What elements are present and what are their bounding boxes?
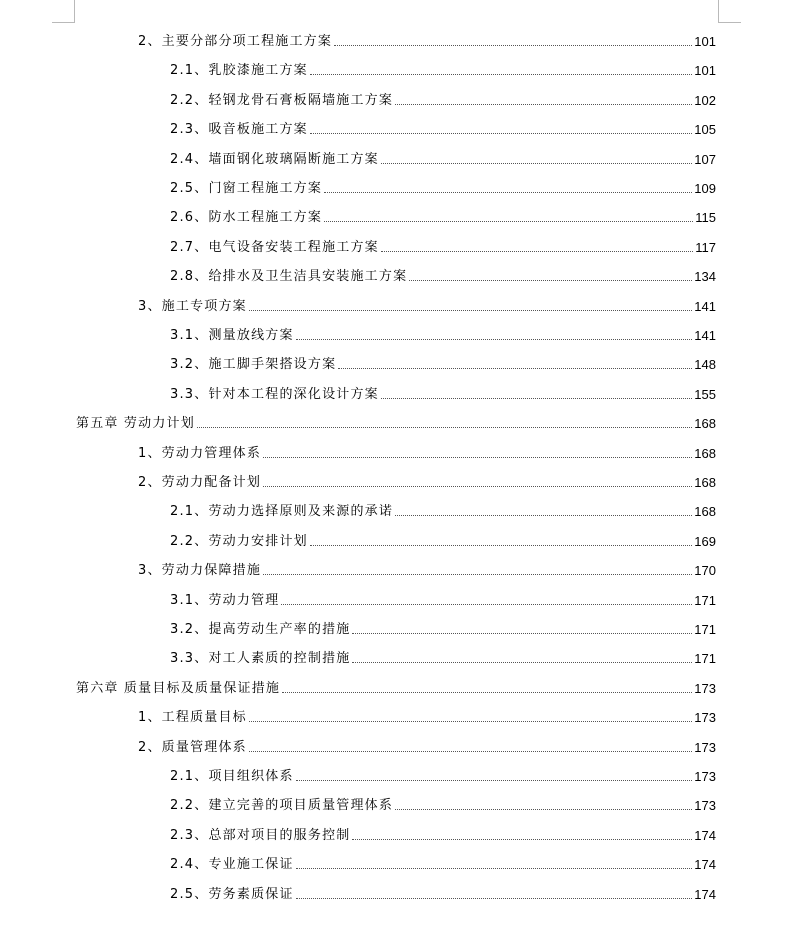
toc-entry[interactable] [138, 557, 716, 579]
toc-dot-leader [310, 545, 692, 546]
toc-entry-title: 2、主要分部分项工程施工方案 [138, 34, 333, 49]
toc-dot-leader [395, 809, 692, 810]
toc-entry[interactable] [170, 645, 716, 667]
toc-entry-page-number: 173 [694, 710, 716, 726]
toc-dot-leader [395, 104, 692, 105]
toc-dot-leader [296, 898, 693, 899]
toc-dot-leader [296, 780, 693, 781]
toc-entry[interactable] [170, 381, 716, 403]
toc-dot-leader [352, 662, 692, 663]
toc-entry-title: 2.3、吸音板施工方案 [170, 122, 308, 138]
toc-entry-page-number: 173 [694, 769, 716, 784]
toc-dot-leader [249, 310, 692, 311]
toc-dot-leader [381, 398, 692, 399]
toc-entry-page-number: 171 [694, 592, 716, 608]
toc-dot-leader [409, 280, 692, 281]
toc-entry-page-number: 168 [694, 504, 716, 520]
toc-entry-page-number: 173 [694, 798, 716, 814]
toc-entry[interactable] [170, 528, 716, 550]
toc-entry-title: 2.2、劳动力安排计划 [170, 533, 308, 549]
toc-dot-leader [249, 751, 692, 752]
toc-entry-title: 2.4、墙面钢化玻璃隔断施工方案 [170, 151, 379, 167]
toc-entry-title: 3.1、劳动力管理 [170, 592, 280, 608]
toc-entry[interactable] [138, 293, 716, 315]
toc-entry-title: 3.2、施工脚手架搭设方案 [170, 357, 337, 373]
toc-entry[interactable] [76, 675, 716, 697]
toc-entry-title: 2.1、乳胶漆施工方案 [170, 63, 308, 79]
crop-mark-top-right [718, 0, 741, 23]
toc-dot-leader [263, 574, 692, 575]
toc-entry-page-number: 168 [694, 475, 716, 490]
toc-entry[interactable] [170, 263, 716, 285]
toc-dot-leader [296, 339, 693, 340]
toc-entry-page-number: 171 [694, 622, 716, 637]
toc-entry-title: 2.2、建立完善的项目质量管理体系 [170, 798, 394, 814]
toc-entry[interactable] [170, 498, 716, 520]
toc-entry[interactable] [138, 28, 716, 50]
toc-entry[interactable] [170, 792, 716, 814]
toc-entry-title: 2、劳动力配备计划 [138, 475, 262, 490]
toc-entry-page-number: 173 [694, 680, 716, 696]
toc-entry-page-number: 174 [694, 857, 716, 873]
toc-dot-leader [281, 604, 692, 605]
toc-entry-title: 2.2、轻钢龙骨石膏板隔墙施工方案 [170, 92, 394, 108]
toc-dot-leader [296, 868, 693, 869]
toc-entry-title: 2.7、电气设备安装工程施工方案 [170, 239, 379, 255]
toc-entry-page-number: 115 [695, 210, 716, 226]
toc-entry-title: 2、质量管理体系 [138, 739, 247, 755]
toc-dot-leader [310, 133, 692, 134]
toc-dot-leader [324, 192, 692, 193]
toc-dot-leader [381, 251, 693, 252]
toc-entry-page-number: 101 [694, 34, 716, 49]
toc-entry[interactable] [170, 881, 716, 903]
toc-dot-leader [263, 457, 692, 458]
toc-entry-page-number: 174 [694, 827, 716, 843]
toc-entry[interactable] [170, 87, 716, 109]
toc-entry-title: 3.2、提高劳动生产率的措施 [170, 622, 351, 637]
toc-entry-title: 2.5、门窗工程施工方案 [170, 181, 323, 196]
toc-entry-page-number: 107 [694, 151, 716, 167]
toc-entry[interactable] [76, 410, 716, 432]
toc-entry-page-number: 134 [694, 269, 716, 285]
toc-entry-title: 2.8、给排水及卫生洁具安装施工方案 [170, 269, 408, 285]
toc-entry[interactable] [170, 587, 716, 609]
toc-entry[interactable] [170, 616, 716, 638]
toc-entry-page-number: 105 [694, 122, 716, 138]
toc-dot-leader [197, 427, 692, 428]
toc-dot-leader [324, 221, 693, 222]
toc-entry[interactable] [170, 146, 716, 168]
toc-entry-title: 1、劳动力管理体系 [138, 445, 262, 461]
toc-entry[interactable] [170, 57, 716, 79]
toc-entry[interactable] [170, 204, 716, 226]
toc-entry-page-number: 148 [694, 357, 716, 373]
toc-entry-title: 2.5、劳务素质保证 [170, 886, 294, 902]
crop-mark-top-left [52, 0, 75, 23]
toc-entry[interactable] [138, 440, 716, 462]
toc-dot-leader [395, 515, 692, 516]
toc-entry-page-number: 174 [694, 886, 716, 902]
toc-entry-page-number: 155 [694, 386, 716, 402]
toc-entry-page-number: 169 [694, 533, 716, 549]
toc-entry-page-number: 168 [694, 445, 716, 461]
toc-entry[interactable] [170, 763, 716, 785]
toc-entry-page-number: 101 [694, 63, 716, 79]
toc-entry-page-number: 109 [694, 181, 716, 196]
toc-entry-title: 2.1、项目组织体系 [170, 769, 294, 784]
toc-entry-title: 2.3、总部对项目的服务控制 [170, 827, 351, 843]
toc-dot-leader [352, 633, 692, 634]
toc-dot-leader [249, 721, 692, 722]
toc-entry[interactable] [170, 851, 716, 873]
toc-dot-leader [352, 839, 692, 840]
toc-dot-leader [282, 692, 692, 693]
toc-entry-title: 2.1、劳动力选择原则及来源的承诺 [170, 504, 394, 520]
toc-dot-leader [338, 368, 692, 369]
toc-entry[interactable] [170, 234, 716, 256]
toc-entry-page-number: 141 [694, 298, 716, 314]
toc-entry-title: 2.4、专业施工保证 [170, 857, 294, 873]
toc-entry-page-number: 168 [694, 416, 716, 432]
toc-entry-page-number: 173 [694, 739, 716, 755]
toc-entry-page-number: 141 [694, 328, 716, 343]
toc-entry[interactable] [138, 704, 716, 726]
toc-entry-title: 3、施工专项方案 [138, 298, 247, 314]
toc-entry-page-number: 102 [694, 92, 716, 108]
toc-entry[interactable] [170, 116, 716, 138]
toc-entry-page-number: 170 [694, 563, 716, 579]
toc-entry-page-number: 171 [694, 651, 716, 667]
toc-entry-title: 3.1、测量放线方案 [170, 328, 294, 343]
toc-dot-leader [263, 486, 692, 487]
toc-entry-page-number: 117 [695, 239, 716, 255]
toc-entry[interactable] [170, 351, 716, 373]
toc-entry-title: 1、工程质量目标 [138, 710, 247, 726]
toc-entry-title: 3.3、针对本工程的深化设计方案 [170, 386, 379, 402]
toc-entry-title: 2.6、防水工程施工方案 [170, 210, 323, 226]
toc-entry[interactable] [138, 469, 716, 491]
toc-entry-title: 3.3、对工人素质的控制措施 [170, 651, 351, 667]
toc-entry-title: 第五章 劳动力计划 [76, 416, 195, 432]
toc-dot-leader [310, 74, 692, 75]
toc-entry-title: 第六章 质量目标及质量保证措施 [76, 680, 281, 696]
toc-dot-leader [334, 45, 692, 46]
toc-entry[interactable] [170, 322, 716, 344]
toc-entry-title: 3、劳动力保障措施 [138, 563, 262, 579]
toc-dot-leader [381, 163, 692, 164]
toc-entry[interactable] [138, 734, 716, 756]
toc-entry[interactable] [170, 822, 716, 844]
toc-entry[interactable] [170, 175, 716, 197]
